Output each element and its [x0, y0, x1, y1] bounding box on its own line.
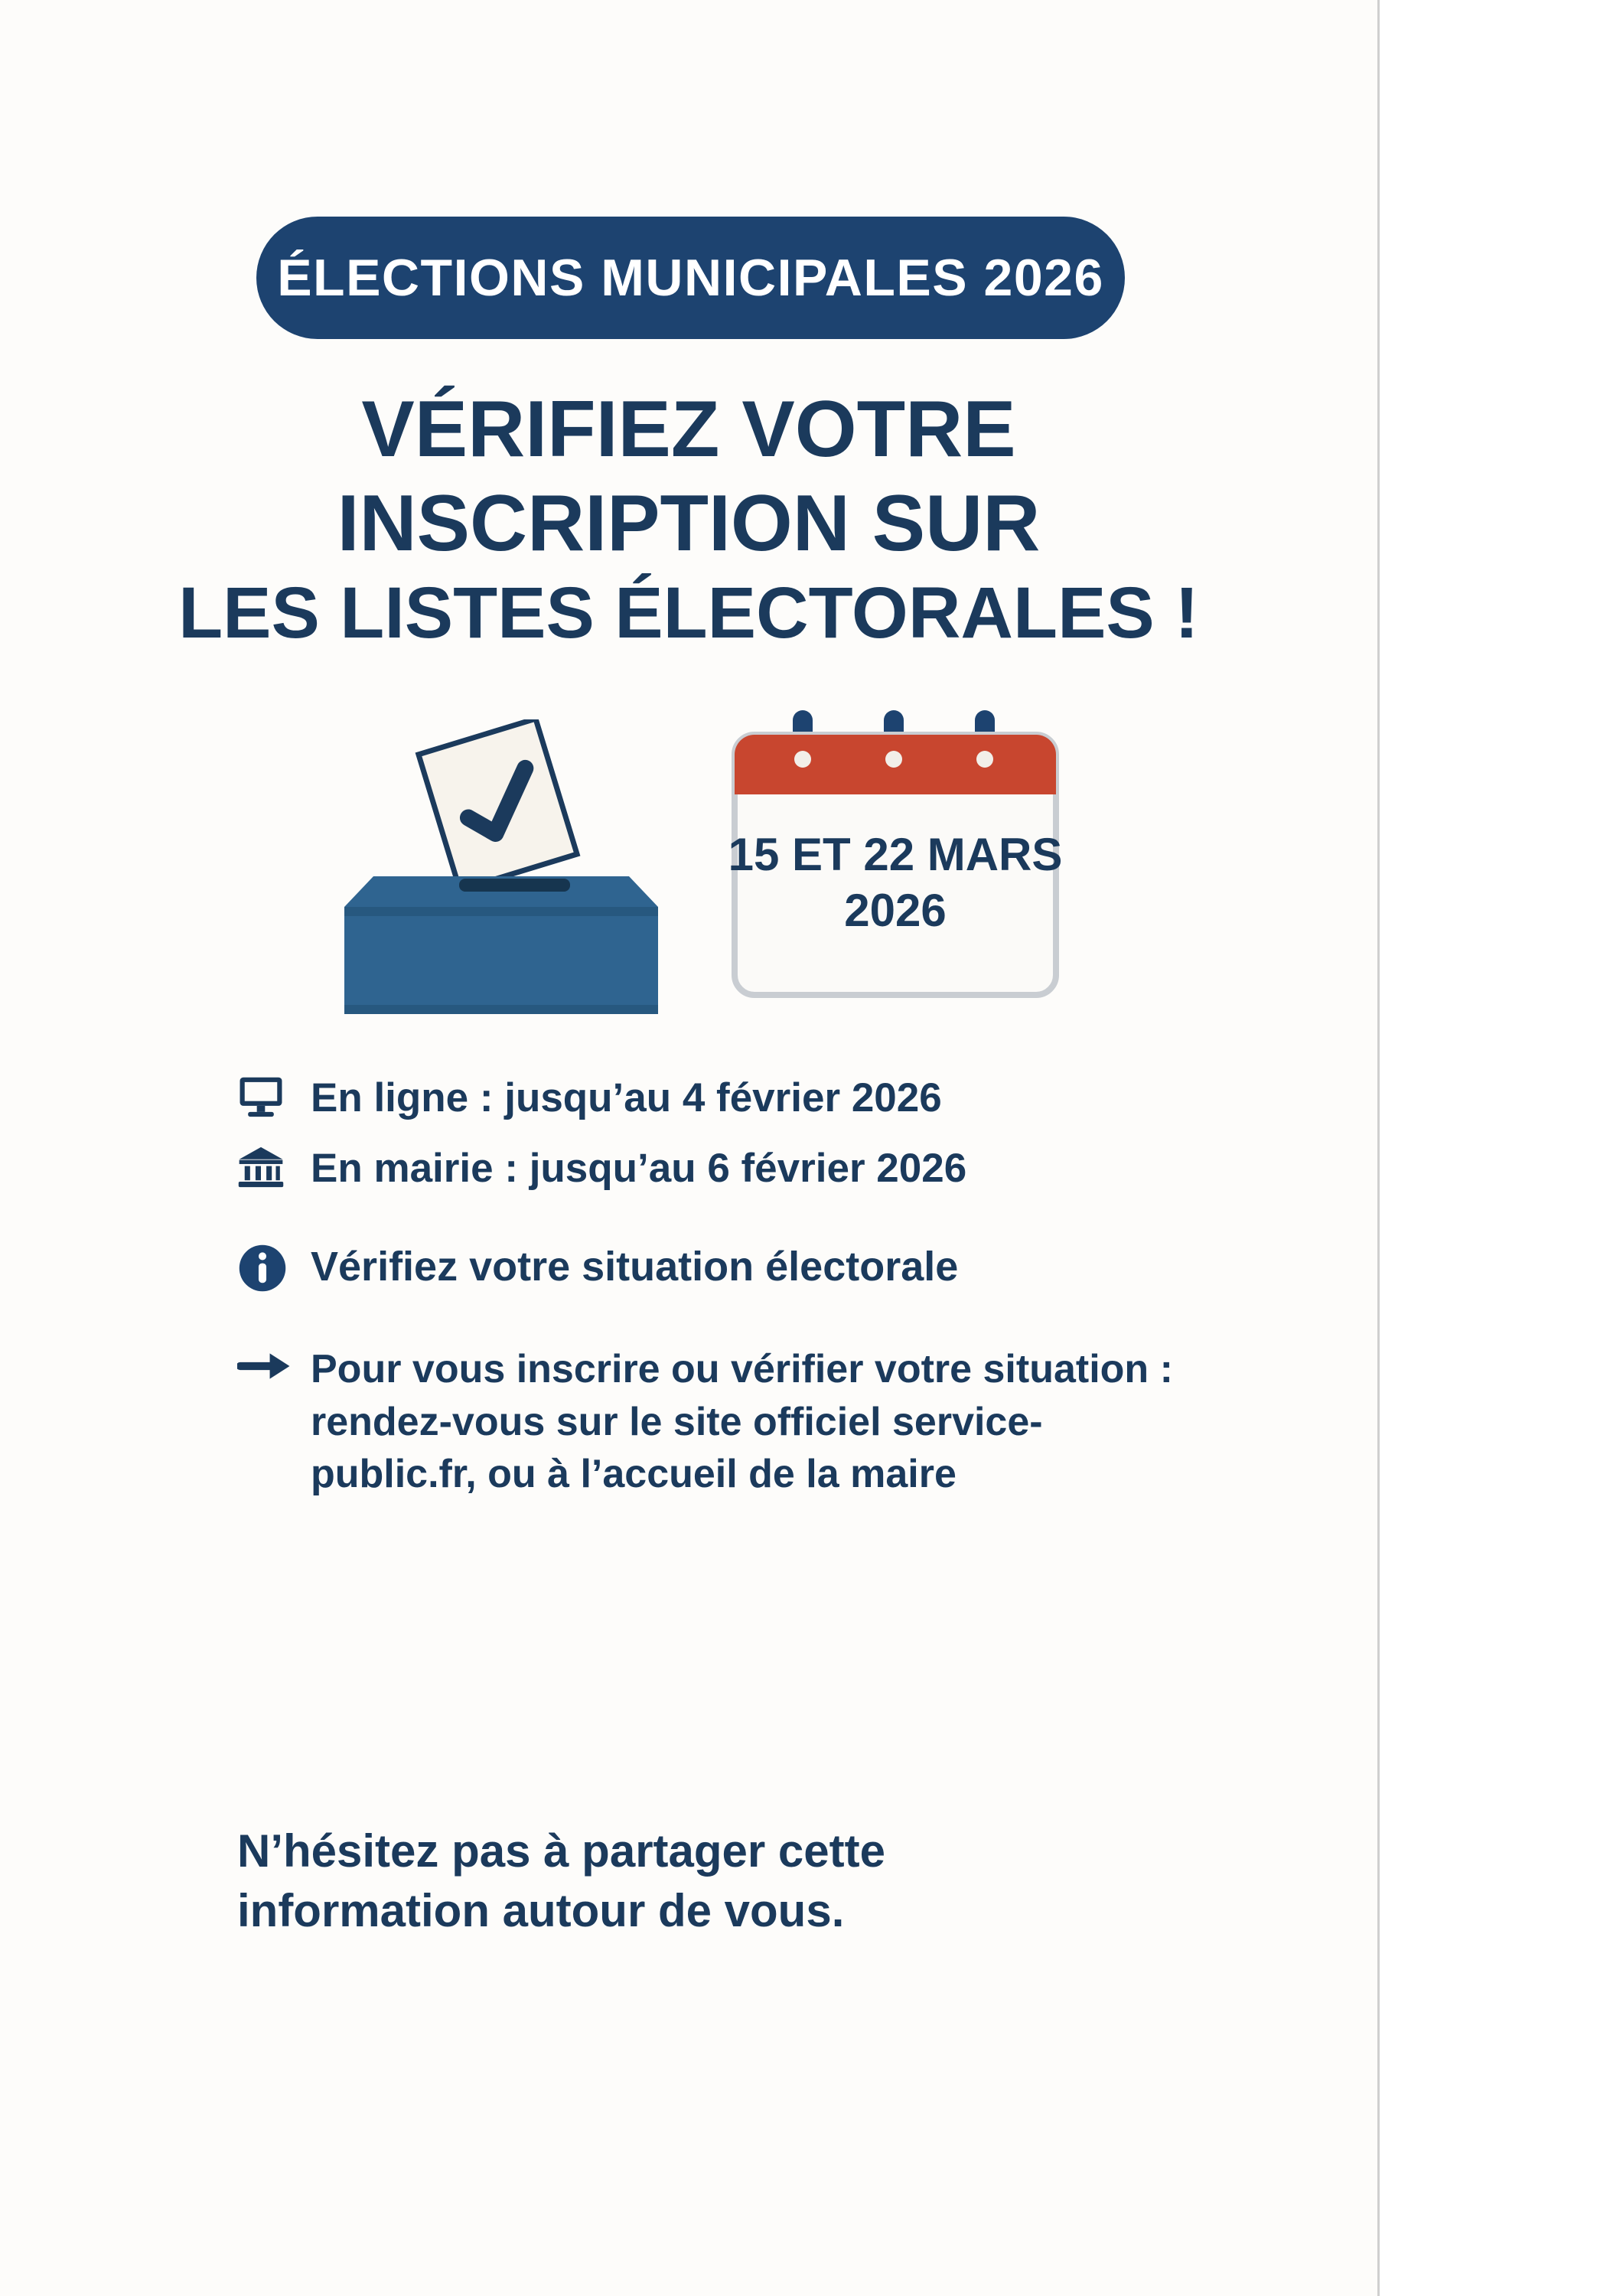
- information-circle-icon: [237, 1240, 311, 1293]
- page-title-line-2: INSCRIPTION SUR: [337, 478, 1041, 568]
- info-row-check-situation: [237, 1240, 1232, 1294]
- illustration-row: [0, 704, 1377, 1026]
- closing-message: [237, 1821, 1232, 1941]
- info-row-check-situation-text: Vérifiez votre situation électorale: [311, 1243, 959, 1290]
- page-title-line-3: LES LISTES ÉLECTORALES !: [178, 572, 1199, 654]
- info-row-online-deadline-text: En ligne : jusqu’au 4 février 2026: [311, 1075, 942, 1120]
- desktop-computer-icon: [237, 1071, 311, 1118]
- scan-right-margin: [1377, 0, 1623, 2296]
- closing-message-line-1: N’hésitez pas à partager cette: [237, 1825, 886, 1877]
- info-row-online-deadline: [237, 1071, 1232, 1125]
- arrow-right-icon: [237, 1343, 311, 1386]
- header-badge: [256, 217, 1125, 339]
- info-row-townhall-deadline: [237, 1142, 1232, 1195]
- calendar-icon: [719, 704, 1071, 1026]
- closing-message-line-2: information autour de vous.: [237, 1885, 845, 1936]
- header-badge-label: ÉLECTIONS MUNICIPALES 2026: [277, 249, 1104, 307]
- ballot-box-with-check-icon: [329, 719, 673, 1026]
- info-list: [237, 1071, 1232, 1518]
- info-row-how-to-register-text: Pour vous inscrire ou vérifier votre situation : rendez-vous sur le site officiel service-public.fr, ou à l’accueil de la maire: [311, 1347, 1173, 1497]
- town-hall-icon: [237, 1142, 311, 1189]
- info-row-how-to-register: [237, 1343, 1232, 1501]
- info-row-townhall-deadline-text: En mairie : jusqu’au 6 février 2026: [311, 1145, 967, 1191]
- page-title-line-1: VÉRIFIEZ VOTRE: [361, 385, 1016, 474]
- page-title: [0, 383, 1377, 657]
- calendar-date-line-2: MARS 2026: [844, 829, 1063, 937]
- calendar-date-line-1: 15 ET 22: [728, 829, 915, 880]
